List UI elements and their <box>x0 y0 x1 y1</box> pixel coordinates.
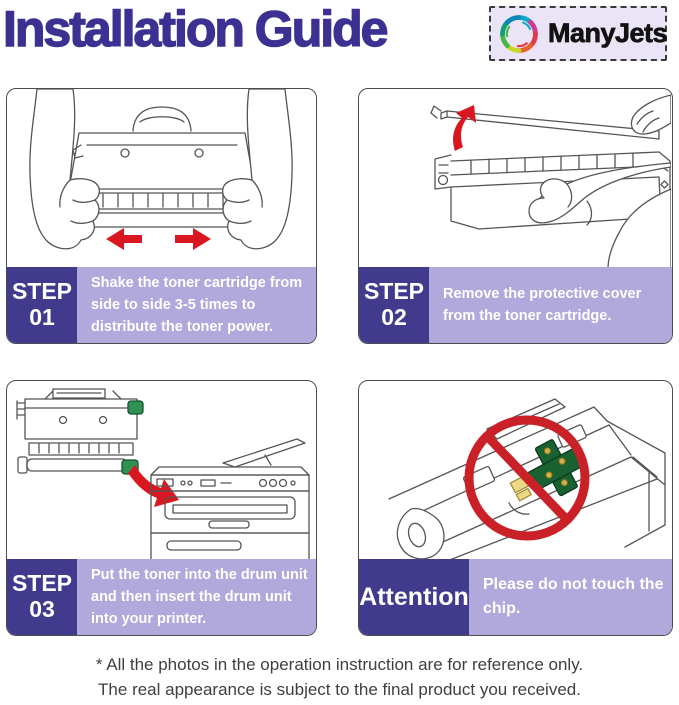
step-label: STEP <box>11 278 73 305</box>
brand-logo-badge <box>489 6 667 61</box>
step-1-label-box <box>7 267 77 343</box>
attention-panel <box>358 380 673 636</box>
step-2-band <box>359 267 672 343</box>
step-label: STEP <box>11 570 73 597</box>
step-3-panel <box>6 380 317 636</box>
attention-text: Please do not touch the chip. <box>483 575 664 617</box>
brand-swirl-icon <box>497 12 541 56</box>
step-2-description <box>429 267 672 343</box>
step-2-panel <box>358 88 673 344</box>
brand-name: ManyJets <box>548 18 668 48</box>
step-label: STEP <box>363 278 425 305</box>
footer-line-1: * All the photos in the operation instruction are for reference only. <box>95 655 584 674</box>
shake-cartridge-illustration <box>7 89 315 269</box>
step-1-text: Shake the toner cartridge from side to side 3-5 times to distribute the toner power. <box>91 274 303 336</box>
footer-line-2: The real appearance is subject to the final product you received. <box>98 679 581 699</box>
page-title: Installation Guide <box>3 1 387 57</box>
step-number: 01 <box>29 304 55 330</box>
step-1-band <box>7 267 316 343</box>
step-number: 02 <box>381 304 407 330</box>
remove-cover-illustration <box>359 89 671 269</box>
shake-arrows-icon <box>106 228 211 250</box>
attention-label-box <box>359 559 469 635</box>
step-1-description <box>77 267 316 343</box>
step-3-label-box <box>7 559 77 635</box>
step-3-description <box>77 559 316 635</box>
step-1-panel <box>6 88 317 344</box>
attention-description <box>469 559 672 635</box>
insert-drum-illustration <box>7 381 315 561</box>
do-not-touch-chip-illustration <box>359 381 671 561</box>
step-3-text: Put the toner into the drum unit and then insert the drum unit into your printer. <box>91 566 308 628</box>
step-2-text: Remove the protective cover from the toner cartridge. <box>443 285 642 324</box>
attention-label: Attention <box>359 583 469 611</box>
step-3-band <box>7 559 316 635</box>
step-number: 03 <box>29 596 55 622</box>
attention-band <box>359 559 672 635</box>
footer-disclaimer <box>0 653 679 702</box>
step-2-label-box <box>359 267 429 343</box>
